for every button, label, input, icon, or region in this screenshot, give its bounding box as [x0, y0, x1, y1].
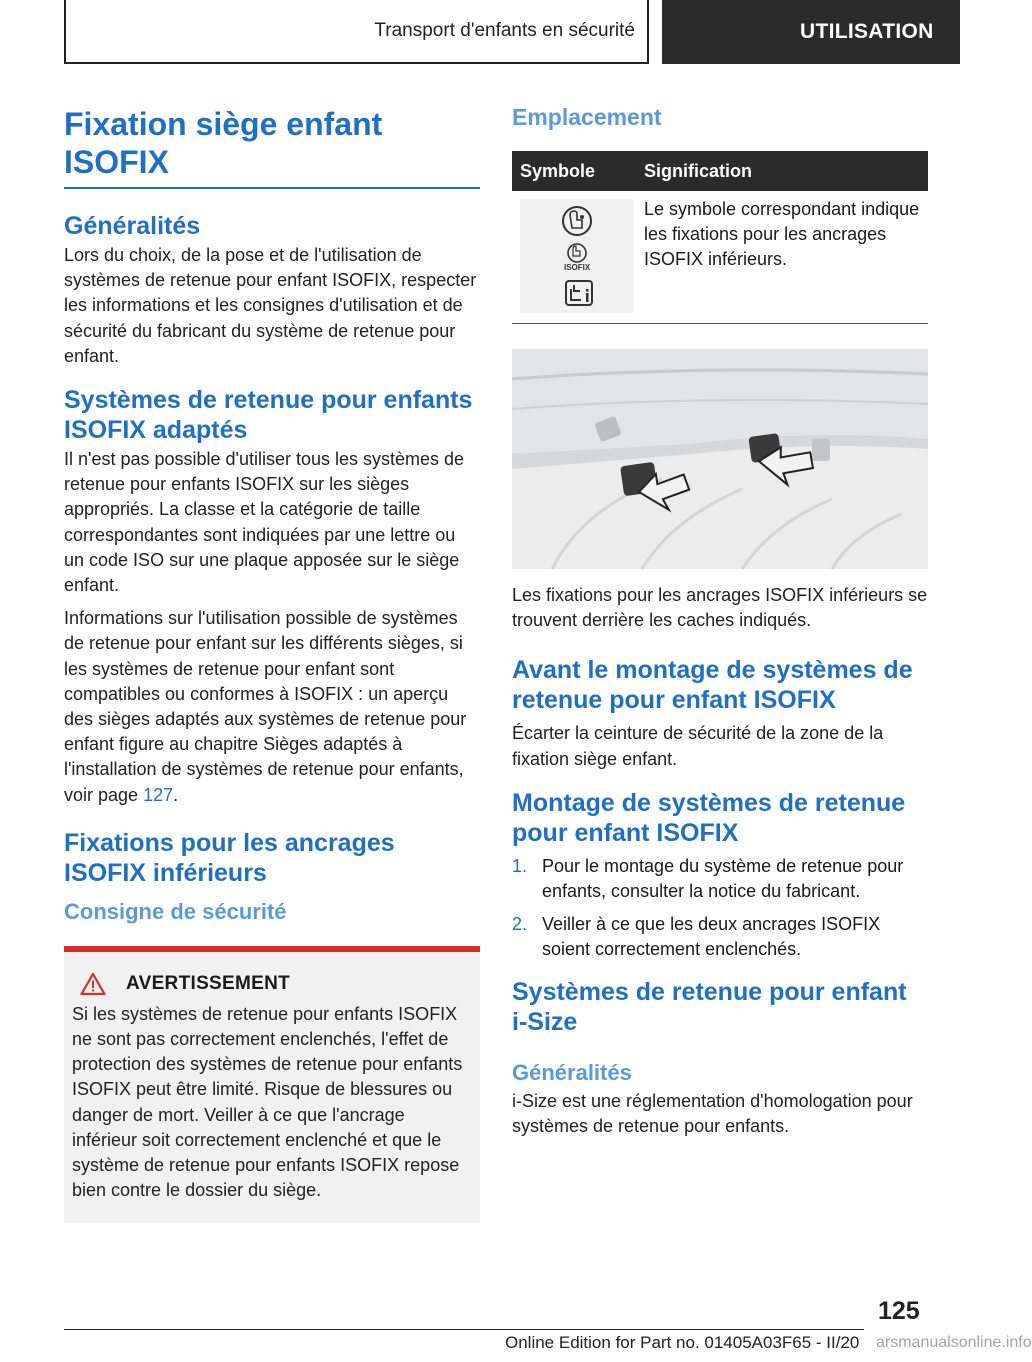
mount-heading: Montage de systèmes de retenue pour enfant ISOFIX	[512, 788, 906, 847]
section-tab	[662, 0, 960, 64]
warning-text: Si les systèmes de retenue pour enfants ISOFIX ne sont pas correctement enclenchés, l'effet de protection des systèmes de retenue pour enfants ISOFIX peut être limité. Risque de blessures ou danger de mort. Veiller à ce que l'ancrage inférieur soit correctement enclenché et que le système de retenue pour enfants ISOFIX repose bien contre le dossier du siège.	[72, 1003, 463, 1201]
general-paragraph: Lors du choix, de la pose et de l'utilisation de systèmes de retenue pour enfant ISOFIX, respecter les informations et les consignes d'utilisation et de sécurité du fabricant du système de retenue pour enfant.	[64, 245, 477, 366]
col-header-symbol: Symbole	[512, 151, 636, 191]
symbol-cell	[512, 191, 636, 324]
step-number: 1.	[512, 855, 528, 876]
adapted-paragraph-2	[64, 606, 480, 808]
location-heading: Emplacement	[512, 104, 662, 130]
adapted-paragraph-1: Il n'est pas possible d'utiliser tous les systèmes de retenue pour enfants ISOFIX sur les sièges appropriés. La classe et la catégorie de taille correspondantes sont indiquées par une lettre ou un code ISO sur une plaque apposée sur le siège enfant.	[64, 449, 465, 596]
adapted-heading: Systèmes de retenue pour enfants ISOFIX adaptés	[64, 386, 473, 445]
left-column	[64, 100, 480, 1223]
mount-steps	[512, 854, 928, 963]
right-column	[512, 100, 928, 1139]
step-text: Veiller à ce que les deux ancrages ISOFIX soient correctement enclenchés.	[542, 914, 881, 960]
isize-general-heading: Généralités	[512, 1059, 632, 1085]
isofix-label: ISOFIX	[564, 263, 591, 272]
warning-title: AVERTISSEMENT	[126, 972, 291, 994]
table-row	[512, 191, 928, 324]
warning-header	[72, 972, 472, 996]
watermark-logo: arsmanualsonline.info	[876, 1334, 1032, 1351]
page-title: Fixation siège enfant ISOFIX	[64, 100, 480, 189]
col-header-meaning: Signification	[636, 151, 928, 191]
isofix-symbols	[520, 199, 634, 313]
list-item	[512, 854, 928, 904]
child-seat-symbol-icon	[520, 199, 634, 313]
chapter-title: Transport d'enfants en sécurité	[374, 20, 635, 41]
list-item	[512, 912, 928, 962]
step-text: Pour le montage du système de retenue pour enfants, consulter la notice du fabricant.	[542, 855, 904, 902]
safety-heading: Consigne de sécurité	[64, 898, 287, 924]
rear-seat-illustration	[512, 349, 928, 569]
adapted-paragraph-2-end: .	[173, 784, 179, 805]
chapter-header	[64, 0, 649, 64]
footer-edition: Online Edition for Part no. 01405A03F65 - II/20	[505, 1333, 860, 1352]
isize-paragraph: i-Size est une réglementation d'homologation pour systèmes de retenue pour enfants.	[512, 1090, 913, 1136]
step-number: 2.	[512, 914, 528, 935]
footer-divider	[64, 1329, 864, 1330]
before-paragraph: Écarter la ceinture de sécurité de la zone de la fixation siège enfant.	[512, 723, 884, 769]
adapted-paragraph-2-text: Informations sur l'utilisation possible de systèmes de retenue pour enfant sur les différents sièges, si les systèmes de retenue pour enfant sont compatibles ou conformes à ISOFIX : un aperçu des sièges adaptés aux systèmes de retenue pour enfant figure au chapitre Sièges adaptés à l'installation de systèmes de retenue pour enfants, voir page	[64, 608, 467, 805]
warning-box	[64, 946, 480, 1224]
page-ref-link[interactable]: 127	[143, 784, 174, 805]
photo-caption: Les fixations pour les ancrages ISOFIX inférieurs se trouvent derrière les caches indiqués.	[512, 585, 928, 631]
isize-heading: Systèmes de retenue pour enfant i-Size	[512, 977, 907, 1036]
page-number: 125	[878, 1297, 920, 1325]
isofix-location-photo	[512, 349, 928, 569]
before-heading: Avant le montage de systèmes de retenue pour enfant ISOFIX	[512, 656, 913, 715]
symbol-table-header	[512, 151, 928, 191]
symbol-table	[512, 151, 928, 324]
warning-triangle-icon	[80, 972, 106, 996]
anchors-heading: Fixations pour les ancrages ISOFIX inférieurs	[64, 828, 395, 887]
general-heading: Généralités	[64, 212, 201, 240]
meaning-cell: Le symbole correspondant indique les fixations pour les ancrages ISOFIX inférieurs.	[636, 191, 928, 324]
section-title: UTILISATION	[800, 20, 934, 43]
